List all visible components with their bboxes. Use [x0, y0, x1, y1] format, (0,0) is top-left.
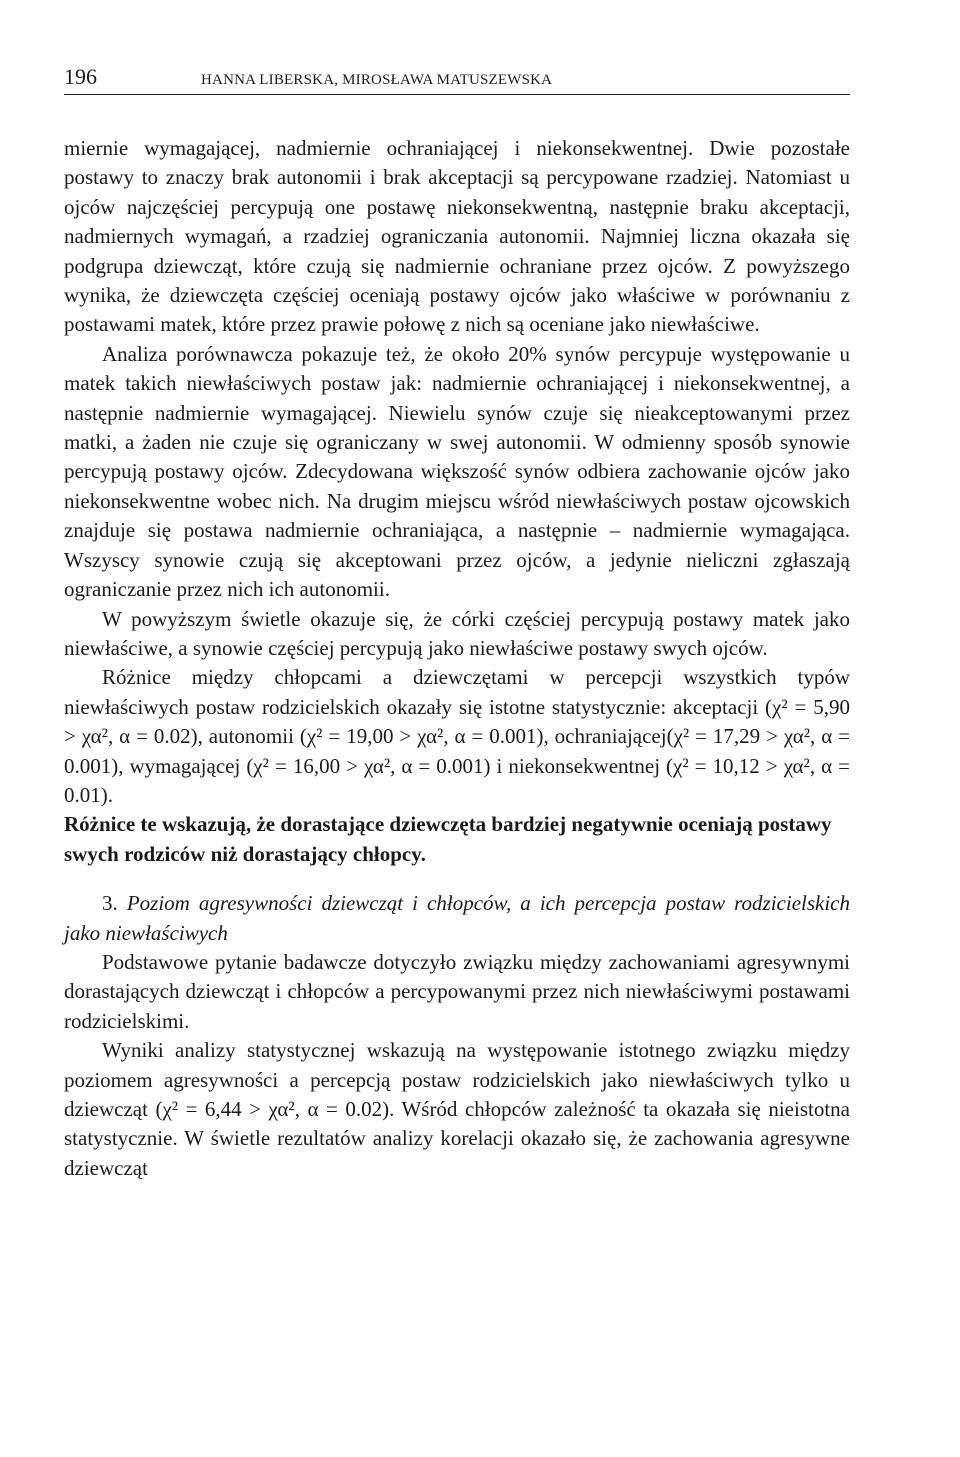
paragraph-conclusion-bold: Różnice te wskazują, że dorastające dziewczęta bardziej negatywnie oceniają postawy swych rodziców niż dorastający chłopcy.	[64, 812, 832, 866]
paragraph-results: Wyniki analizy statystycznej wskazują na występowanie istotnego związku między poziomem agresywności a percepcją postaw rodzicielskich jako niewłaściwych tylko u dziewcząt (χ² = 6,44 > χα², α = 0.02). Wśród chłopców zależność ta okazała się nieistotna statystycznie. W świetle rezultatów analizy korelacji okazało się, że zachowania agresywne dziewcząt	[64, 1038, 850, 1180]
paragraph-continued: miernie wymagającej, nadmiernie ochraniającej i niekonsekwentnej. Dwie pozostałe postawy to znaczy brak autonomii i brak akceptacji są percypowane rzadziej. Natomiast u ojców najczęściej percypują one postawę niekonsekwentną, następnie braku akceptacji, nadmiernych wymagań, a rzadziej ograniczania autonomii. Najmniej liczna okazała się podgrupa dziewcząt, które czują się nadmiernie ochraniane przez ojców. Z powyższego wynika, że dziewczęta częściej oceniają postawy ojców jako właściwe w porównaniu z postawami matek, które przez prawie połowę z nich są oceniane jako niewłaściwe.	[64, 136, 850, 337]
paragraph-research-question: Podstawowe pytanie badawcze dotyczyło związku między zachowaniami agresywnymi dorastających dziewcząt i chłopców a percypowanymi przez nich niewłaściwymi postawami rodzicielskimi.	[64, 949, 850, 1033]
running-head: HANNA LIBERSKA, MIROSŁAWA MATUSZEWSKA	[201, 72, 553, 88]
paragraph-summary: W powyższym świetle okazuje się, że córki częściej percypują postawy matek jako niewłaściwe, a synowie częściej percypują jako niewłaściwe postawy swych ojców.	[64, 606, 850, 660]
page-number: 196	[64, 64, 97, 89]
book-page	[64, 64, 850, 1183]
section-heading	[64, 889, 850, 948]
section-title: Poziom agresywności dziewcząt i chłopców, a ich percepcja postaw rodzicielskich jako niewłaściwych	[64, 891, 850, 945]
page-header	[64, 64, 850, 95]
paragraph-statistics: Różnice między chłopcami a dziewczętami w percepcji wszystkich typów niewłaściwych postaw rodzicielskich okazały się istotne statystycznie: akceptacji (χ² = 5,90 > χα², α = 0.02), autonomii (χ² = 19,00 > χα², α = 0.001), ochraniającej(χ² = 17,29 > χα², α = 0.001), wymagającej (χ² = 16,00 > χα², α = 0.001) i niekonsekwentnej (χ² = 10,12 > χα², α = 0.01).	[64, 665, 850, 807]
section-number: 3.	[102, 891, 127, 916]
paragraph-sons-comparison: Analiza porównawcza pokazuje też, że około 20% synów percypuje występowanie u matek takich niewłaściwych postaw jak: nadmiernie ochraniającej i niekonsekwentnej, a następnie nadmiernie wymagającej. Niewielu synów czuje się nieakceptowanymi przez matki, a żaden nie czuje się ograniczany w swej autonomii. W odmienny sposób synowie percypują postawy ojców. Zdecydowana większość synów odbiera zachowanie ojców jako niekonsekwentne wobec nich. Na drugim miejscu wśród niewłaściwych postaw ojcowskich znajduje się postawa nadmiernie ochraniająca, a następnie – nadmiernie wymagająca. Wszyscy synowie czują się akceptowani przez ojców, a jedynie nieliczni zgłaszają ograniczanie przez nich ich autonomii.	[64, 341, 850, 602]
page-body	[64, 134, 850, 1183]
